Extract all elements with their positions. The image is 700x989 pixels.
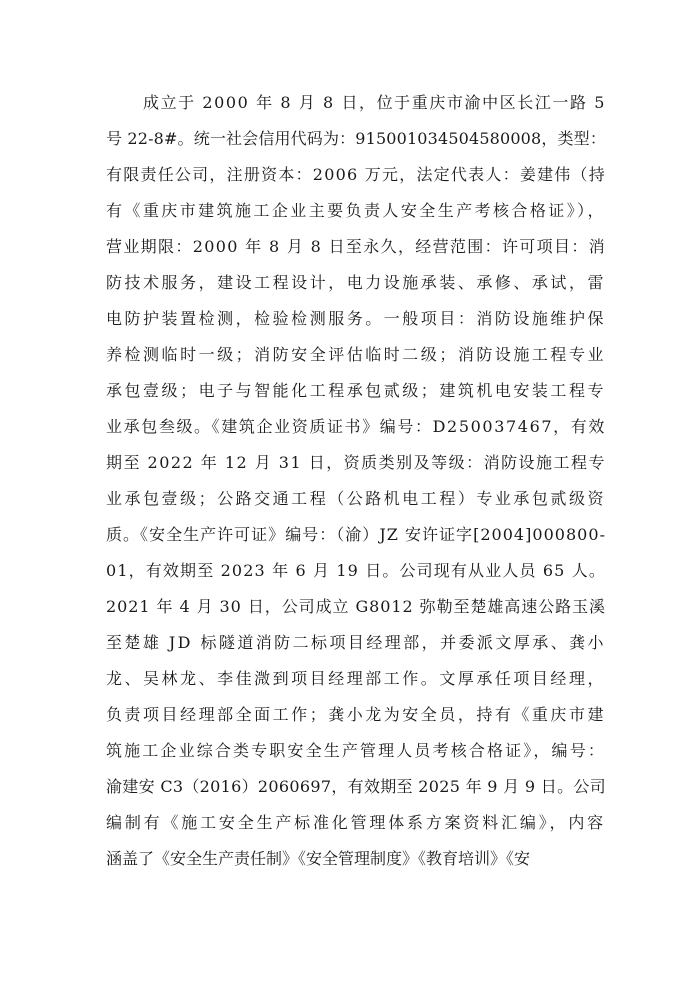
paragraph-line: 编制有《施工安全生产标准化管理体系方案资料汇编》，内容 bbox=[106, 813, 606, 832]
paragraph-line: 防技术服务，建设工程设计，电力设施承装、承修、承试，雷 bbox=[106, 273, 606, 292]
paragraph-line: 承包壹级；电子与智能化工程承包贰级；建筑机电安装工程专 bbox=[106, 381, 606, 400]
paragraph-line: 有限责任公司，注册资本：2006 万元，法定代表人：姜建伟（持 bbox=[106, 165, 606, 184]
paragraph-line: 号 22-8#。统一社会信用代码为：915001034504580008，类型： bbox=[106, 129, 606, 148]
paragraph-line: 渝建安 C3（2016）2060697，有效期至 2025 年 9 月 9 日。公司 bbox=[106, 777, 606, 796]
body-paragraph bbox=[106, 85, 606, 877]
paragraph-line: 01，有效期至 2023 年 6 月 19 日。公司现有从业人员 65 人。 bbox=[106, 561, 606, 580]
paragraph-line: 至楚雄 JD 标隧道消防二标项目经理部，并委派文厚承、龚小 bbox=[106, 633, 606, 652]
paragraph-line: 业承包叁级。《建筑企业资质证书》编号：D250037467，有效 bbox=[106, 417, 606, 436]
paragraph-line: 龙、吴林龙、李佳溦到项目经理部工作。文厚承任项目经理， bbox=[106, 669, 606, 688]
paragraph-line: 电防护装置检测，检验检测服务。一般项目：消防设施维护保 bbox=[106, 309, 606, 328]
paragraph-line: 营业期限：2000 年 8 月 8 日至永久，经营范围：许可项目：消 bbox=[106, 237, 606, 256]
paragraph-line: 成立于 2000 年 8 月 8 日，位于重庆市渝中区长江一路 5 bbox=[143, 93, 606, 112]
paragraph-line: 养检测临时一级；消防安全评估临时二级；消防设施工程专业 bbox=[106, 345, 606, 364]
paragraph-line: 有《重庆市建筑施工企业主要负责人安全生产考核合格证》）， bbox=[106, 201, 606, 220]
paragraph-line: 业承包壹级；公路交通工程（公路机电工程）专业承包贰级资 bbox=[106, 489, 606, 508]
paragraph-line: 涵盖了《安全生产责任制》《安全管理制度》《教育培训》《安 bbox=[106, 849, 531, 868]
paragraph-line: 期至 2022 年 12 月 31 日，资质类别及等级：消防设施工程专 bbox=[106, 453, 606, 472]
paragraph-line: 负责项目经理部全面工作；龚小龙为安全员，持有《重庆市建 bbox=[106, 705, 606, 724]
paragraph-line: 2021 年 4 月 30 日，公司成立 G8012 弥勒至楚雄高速公路玉溪 bbox=[106, 597, 606, 616]
paragraph-line: 质。《安全生产许可证》编号：（渝）JZ 安许证字[2004]000800- bbox=[106, 525, 606, 544]
paragraph-line: 筑施工企业综合类专职安全生产管理人员考核合格证》，编号： bbox=[106, 741, 606, 760]
